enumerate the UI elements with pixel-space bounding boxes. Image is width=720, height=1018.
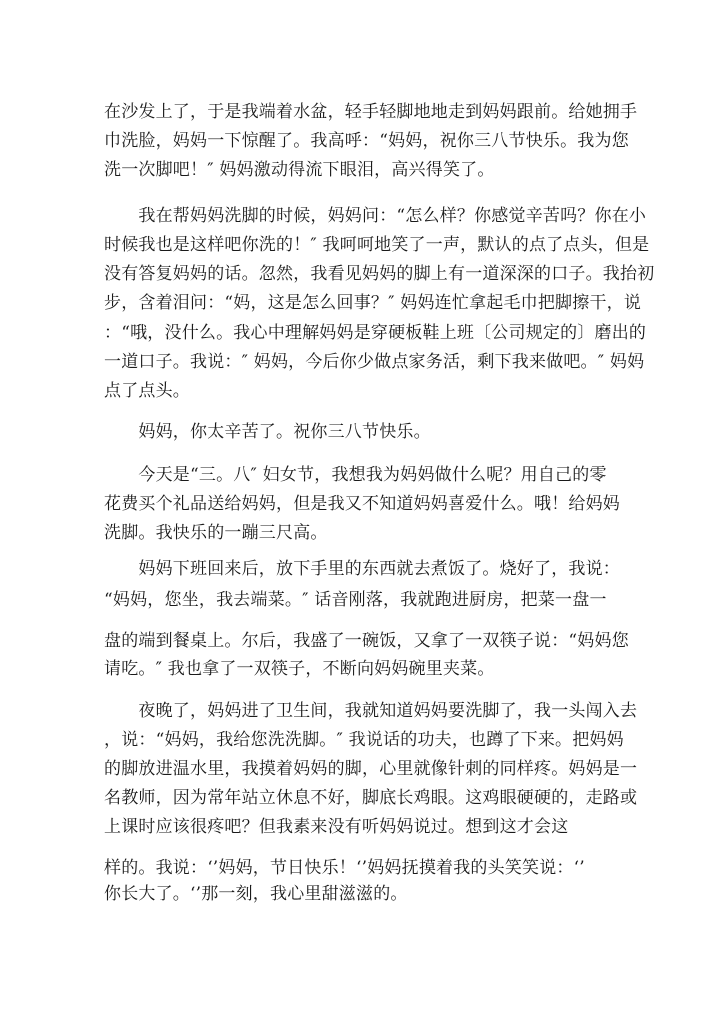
text-line: 上课时应该很疼吧？但我素来没有听妈妈说过。想到这才会这 [104,817,569,837]
text-line: 的脚放进温水里，我摸着妈妈的脚，心里就像针刺的同样疼。妈妈是一 [104,759,638,779]
text-line: ：“哦，没什么。我心中理解妈妈是穿硬板鞋上班〔公司规定的〕磨出的 [104,323,647,343]
text-line: 名教师，因为常年站立休息不好，脚底长鸡眼。这鸡眼硬硬的，走路或 [104,788,638,808]
text-line: 洗一次脚吧！″ 妈妈激动得流下眼泪，高兴得笑了。 [104,160,495,180]
text-line: 你长大了。‘’那一刻，我心里甜滋滋的。 [104,884,408,904]
text-line: 夜晚了，妈妈进了卫生间，我就知道妈妈要洗脚了，我一头闯入去 [104,701,638,721]
text-line: 我在帮妈妈洗脚的时候，妈妈问：“怎么样？你感觉辛苦吗？你在小 [104,206,647,226]
text-line: 妈妈，你太辛苦了。祝你三八节快乐。 [104,422,431,442]
text-line: 在沙发上了，于是我端着水盆，轻手轻脚地地走到妈妈跟前。给她拥手 [104,102,638,122]
text-line: 盘的端到餐桌上。尔后，我盛了一碗饭，又拿了一双筷子说：“妈妈您 [104,631,629,651]
text-line: 时候我也是这样吧你洗的！″ 我呵呵地笑了一声，默认的点了点头，但是 [104,235,650,255]
text-line: 没有答复妈妈的话。忽然，我看见妈妈的脚上有一道深深的口子。我抬初 [104,264,655,284]
text-line: 妈妈下班回来后，放下手里的东西就去煮饭了。烧好了，我说： [104,559,620,579]
text-line: 步，含着泪问：“妈，这是怎么回事？″ 妈妈连忙拿起毛巾把脚擦干，说 [104,293,642,313]
text-line: “妈妈，您坐，我去端菜。″ 话音刚落，我就跑进厨房，把菜一盘一 [104,590,607,610]
text-line: 样的。我说：‘’妈妈，节日快乐！‘’妈妈抚摸着我的头笑笑说：‘’ [104,858,585,878]
text-line: 请吃。″ 我也拿了一双筷子，不断向妈妈碗里夹菜。 [104,659,495,679]
text-line: 巾洗脸，妈妈一下惊醒了。我高呼：“妈妈，祝你三八节快乐。我为您 [104,131,629,151]
text-line: 一道口子。我说：″ 妈妈，今后你少做点家务活，剩下我来做吧。″ 妈妈 [104,352,645,372]
text-line: 今天是“三。八″ 妇女节，我想我为妈妈做什么呢？用自己的零 [104,465,607,485]
text-line: 点了点头。 [104,381,190,401]
text-line: 花费买个礼品送给妈妈，但是我又不知道妈妈喜爱什么。哦！给妈妈 [104,494,620,514]
text-line: 洗脚。我快乐的一蹦三尺高。 [104,523,328,543]
text-line: ，说：“妈妈，我给您洗洗脚。″ 我说话的功夫，也蹲了下来。把妈妈 [104,730,624,750]
